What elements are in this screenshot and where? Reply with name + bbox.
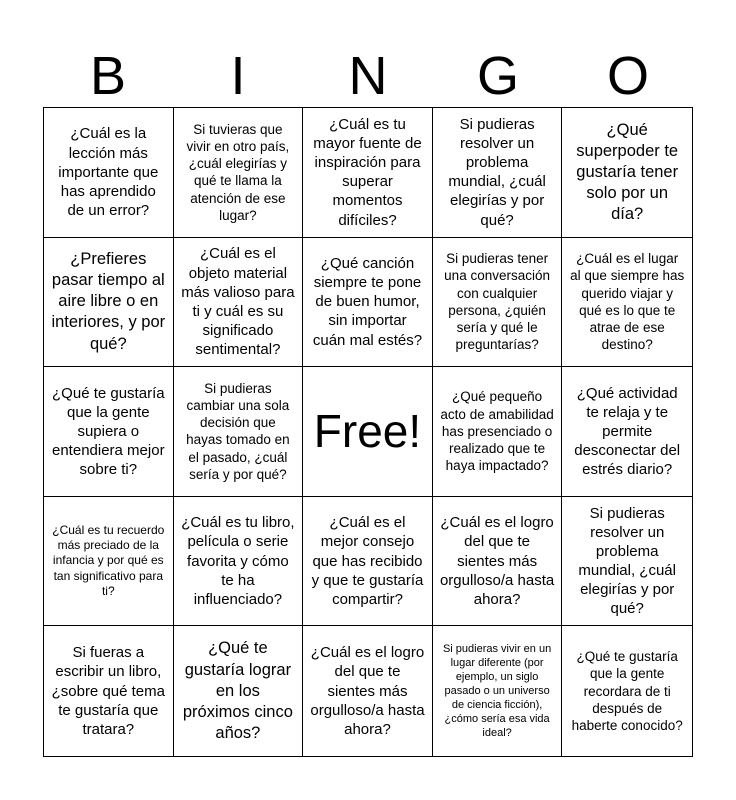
free-space-cell[interactable]: Free! (303, 367, 433, 497)
bingo-cell[interactable]: Si pudieras vivir en un lugar diferente (por ejemplo, un siglo pasado o un universo de ciencia ficción), ¿cómo sería esa vida ideal? (433, 626, 563, 756)
header-letter-b: B (89, 46, 127, 106)
bingo-cell[interactable]: ¿Cuál es el logro del que te sientes más orgulloso/a hasta ahora? (433, 497, 563, 627)
header-letter-n: N (348, 46, 388, 106)
bingo-cell[interactable]: ¿Cuál es tu recuerdo más preciado de la infancia y por qué es tan significativo para ti? (44, 497, 174, 627)
header-letter-g: G (476, 46, 519, 106)
bingo-header (43, 46, 693, 106)
bingo-cell[interactable]: Si pudieras resolver un problema mundial, ¿cuál elegirías y por qué? (433, 108, 563, 238)
bingo-cell[interactable]: ¿Prefieres pasar tiempo al aire libre o en interiores, y por qué? (44, 238, 174, 368)
bingo-board (43, 107, 693, 757)
bingo-cell[interactable]: ¿Qué actividad te relaja y te permite desconectar del estrés diario? (562, 367, 692, 497)
bingo-cell[interactable]: ¿Cuál es el mejor consejo que has recibido y que te gustaría compartir? (303, 497, 433, 627)
bingo-cell[interactable]: ¿Cuál es tu mayor fuente de inspiración para superar momentos difíciles? (303, 108, 433, 238)
header-letter-i: I (230, 46, 246, 106)
bingo-cell[interactable]: Si pudieras cambiar una sola decisión que hayas tomado en el pasado, ¿cuál sería y por qué? (174, 367, 304, 497)
bingo-cell[interactable]: ¿Qué te gustaría que la gente recordara de ti después de haberte conocido? (571, 649, 683, 734)
bingo-cell[interactable]: Si fueras a escribir un libro, ¿sobre qué tema te gustaría que tratara? (44, 626, 174, 756)
bingo-cell[interactable]: ¿Qué te gustaría lograr en los próximos cinco años? (174, 626, 304, 756)
bingo-cell[interactable]: Si pudieras tener una conversación con cualquier persona, ¿quién sería y qué le preguntarías? (433, 238, 563, 368)
header-letter-o: O (606, 46, 649, 106)
bingo-cell[interactable]: ¿Cuál es el lugar al que siempre has querido viajar y qué es lo que te atrae de ese destino? (562, 238, 692, 368)
bingo-cell[interactable]: Si tuvieras que vivir en otro país, ¿cuál elegirías y qué te llama la atención de ese lugar? (174, 108, 304, 238)
bingo-cell[interactable]: ¿Qué pequeño acto de amabilidad has presenciado o realizado que te haya impactado? (433, 367, 563, 497)
bingo-cell[interactable]: ¿Cuál es tu libro, película o serie favorita y cómo te ha influenciado? (174, 497, 304, 627)
bingo-cell[interactable]: ¿Cuál es el logro del que te sientes más orgulloso/a hasta ahora? (303, 626, 433, 756)
bingo-cell[interactable]: ¿Qué canción siempre te pone de buen humor, sin importar cuán mal estés? (303, 238, 433, 368)
bingo-cell[interactable]: ¿Qué superpoder te gustaría tener solo por un día? (562, 108, 692, 238)
bingo-cell[interactable]: ¿Cuál es la lección más importante que has aprendido de un error? (44, 108, 174, 238)
bingo-cell[interactable]: Si pudieras resolver un problema mundial, ¿cuál elegirías y por qué? (562, 497, 692, 627)
bingo-cell[interactable]: ¿Cuál es el objeto material más valioso para ti y cuál es su significado sentimental? (174, 238, 304, 368)
bingo-cell[interactable]: ¿Qué te gustaría que la gente supiera o entendiera mejor sobre ti? (44, 367, 174, 497)
